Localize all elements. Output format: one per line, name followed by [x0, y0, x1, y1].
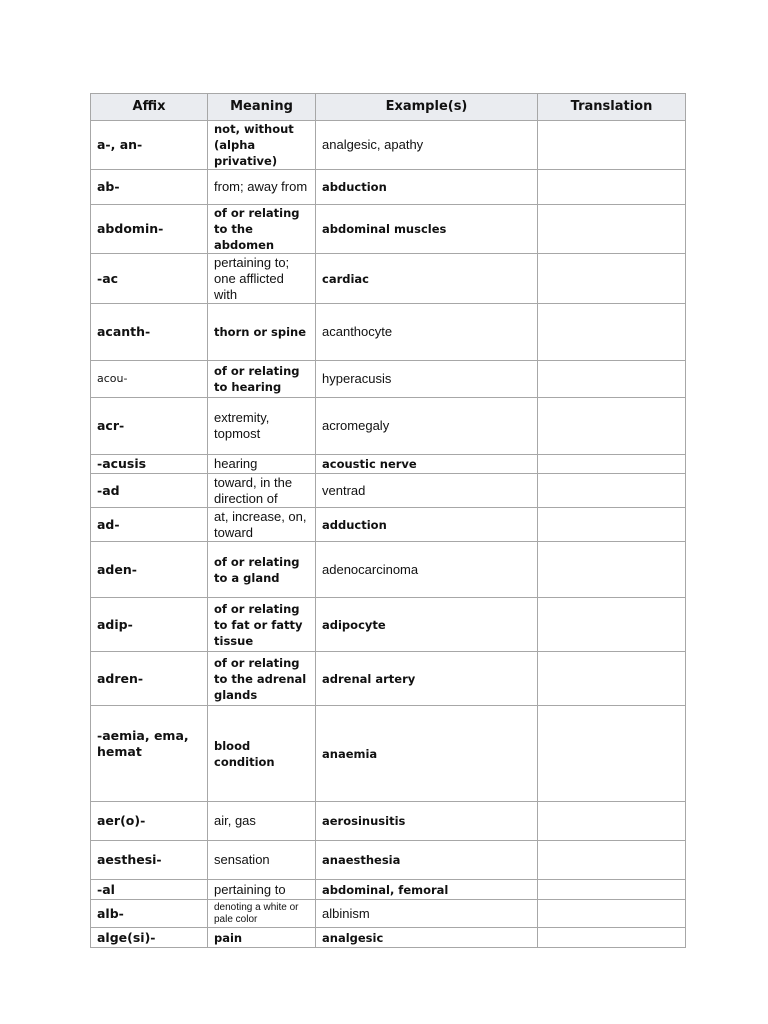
translation-cell: [538, 706, 686, 802]
translation-cell: [538, 928, 686, 948]
translation-cell: [538, 205, 686, 254]
table-row: [91, 455, 686, 474]
example-cell: albinism: [316, 900, 538, 928]
affix-cell: alb-: [91, 900, 208, 928]
meaning-cell: extremity, topmost: [208, 398, 316, 455]
example-cell: analgesic: [316, 928, 538, 948]
affix-cell: ab-: [91, 170, 208, 205]
column-header-meaning: Meaning: [208, 94, 316, 121]
meaning-cell: at, increase, on, toward: [208, 508, 316, 542]
meaning-cell: from; away from: [208, 170, 316, 205]
affix-cell: -ac: [91, 254, 208, 304]
affix-cell: -acusis: [91, 455, 208, 474]
example-cell: acoustic nerve: [316, 455, 538, 474]
example-cell: hyperacusis: [316, 361, 538, 398]
meaning-cell: pertaining to; one afflicted with: [208, 254, 316, 304]
example-cell: abdominal, femoral: [316, 880, 538, 900]
table-row: [91, 880, 686, 900]
meaning-cell: not, without (alpha privative): [208, 121, 316, 170]
meaning-cell: hearing: [208, 455, 316, 474]
table-row: [91, 652, 686, 706]
column-header-affix: Affix: [91, 94, 208, 121]
affix-cell: a-, an-: [91, 121, 208, 170]
meaning-cell: of or relating to fat or fatty tissue: [208, 598, 316, 652]
translation-cell: [538, 841, 686, 880]
example-cell: anaesthesia: [316, 841, 538, 880]
example-cell: adipocyte: [316, 598, 538, 652]
column-header-translation: Translation: [538, 94, 686, 121]
table-row: [91, 398, 686, 455]
affix-cell: acanth-: [91, 304, 208, 361]
example-cell: adduction: [316, 508, 538, 542]
translation-cell: [538, 474, 686, 508]
translation-cell: [538, 121, 686, 170]
meaning-cell: of or relating to the abdomen: [208, 205, 316, 254]
affix-cell: -aemia, ema, hemat: [91, 706, 208, 802]
affix-cell: aesthesi-: [91, 841, 208, 880]
affix-cell: ad-: [91, 508, 208, 542]
table-row: [91, 928, 686, 948]
meaning-cell: denoting a white or pale color: [208, 900, 316, 928]
meaning-cell: of or relating to hearing: [208, 361, 316, 398]
translation-cell: [538, 398, 686, 455]
meaning-cell: pertaining to: [208, 880, 316, 900]
table-row: [91, 508, 686, 542]
translation-cell: [538, 508, 686, 542]
meaning-cell: of or relating to a gland: [208, 542, 316, 598]
meaning-cell: air, gas: [208, 802, 316, 841]
table-row: [91, 205, 686, 254]
example-cell: acanthocyte: [316, 304, 538, 361]
translation-cell: [538, 880, 686, 900]
example-cell: adrenal artery: [316, 652, 538, 706]
table-row: [91, 542, 686, 598]
affix-cell: aer(o)-: [91, 802, 208, 841]
example-cell: ventrad: [316, 474, 538, 508]
translation-cell: [538, 802, 686, 841]
affix-cell: adren-: [91, 652, 208, 706]
table-row: [91, 361, 686, 398]
affix-cell: adip-: [91, 598, 208, 652]
meaning-cell: blood condition: [208, 706, 316, 802]
example-cell: analgesic, apathy: [316, 121, 538, 170]
table-row: [91, 900, 686, 928]
table-row: [91, 841, 686, 880]
example-cell: acromegaly: [316, 398, 538, 455]
translation-cell: [538, 254, 686, 304]
affix-cell: alge(si)-: [91, 928, 208, 948]
translation-cell: [538, 542, 686, 598]
example-cell: anaemia: [316, 706, 538, 802]
affix-table: [90, 93, 686, 948]
table-header-row: [91, 94, 686, 121]
meaning-cell: toward, in the direction of: [208, 474, 316, 508]
example-cell: aerosinusitis: [316, 802, 538, 841]
example-cell: abduction: [316, 170, 538, 205]
translation-cell: [538, 170, 686, 205]
table-row: [91, 121, 686, 170]
affix-cell: abdomin-: [91, 205, 208, 254]
table-row: [91, 254, 686, 304]
affix-cell: -ad: [91, 474, 208, 508]
table-row: [91, 474, 686, 508]
translation-cell: [538, 900, 686, 928]
meaning-cell: sensation: [208, 841, 316, 880]
translation-cell: [538, 652, 686, 706]
column-header-examples: Example(s): [316, 94, 538, 121]
meaning-cell: of or relating to the adrenal glands: [208, 652, 316, 706]
example-cell: adenocarcinoma: [316, 542, 538, 598]
affix-cell: -al: [91, 880, 208, 900]
translation-cell: [538, 455, 686, 474]
table-row: [91, 802, 686, 841]
affix-cell: aden-: [91, 542, 208, 598]
table-row: [91, 170, 686, 205]
table-row: [91, 706, 686, 802]
example-cell: abdominal muscles: [316, 205, 538, 254]
meaning-cell: pain: [208, 928, 316, 948]
translation-cell: [538, 361, 686, 398]
translation-cell: [538, 304, 686, 361]
meaning-cell: thorn or spine: [208, 304, 316, 361]
example-cell: cardiac: [316, 254, 538, 304]
affix-cell: acou-: [91, 361, 208, 398]
table-row: [91, 304, 686, 361]
affix-cell: acr-: [91, 398, 208, 455]
translation-cell: [538, 598, 686, 652]
table-row: [91, 598, 686, 652]
